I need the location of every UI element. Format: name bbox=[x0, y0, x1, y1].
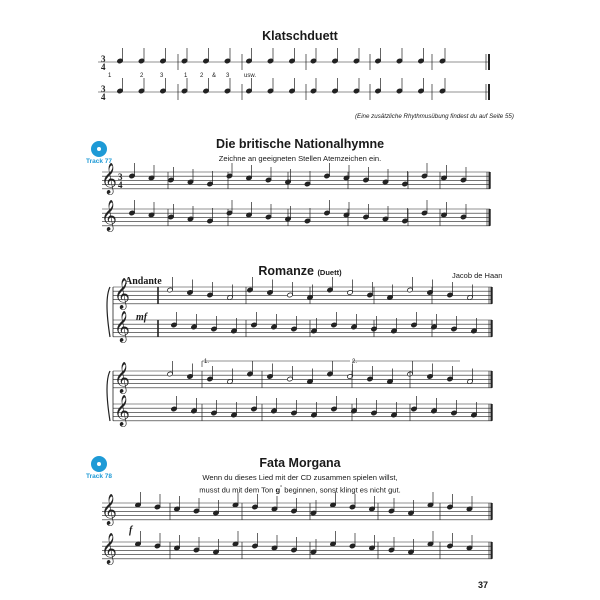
dynamic-f: f bbox=[129, 525, 133, 536]
treble-clef-icon: 𝄞 bbox=[114, 395, 130, 426]
count-4: 1 bbox=[184, 73, 188, 79]
romanze-duett: (Duett) bbox=[317, 268, 342, 277]
track-78-label: Track 78 bbox=[85, 473, 113, 480]
hymne-title: Die britische Nationalhymne bbox=[215, 137, 385, 151]
treble-clef-icon: 𝄞 bbox=[114, 362, 130, 393]
klatsch-time-sig-1-top: 3 bbox=[101, 84, 106, 94]
treble-clef-icon: 𝄞 bbox=[101, 163, 117, 194]
romanze-title bbox=[0, 264, 600, 278]
klatsch-time-sig-0-bottom: 4 bbox=[101, 62, 106, 72]
count-6: 3 bbox=[226, 73, 230, 79]
klatsch-time-sig-0-top: 3 bbox=[101, 54, 106, 64]
volta-2: 2. bbox=[352, 359, 358, 365]
count-3: 3 bbox=[160, 73, 164, 79]
fata-line2: musst du mit dem Ton g° beginnen, sonst klingt es nicht gut. bbox=[199, 485, 401, 495]
final-barline bbox=[491, 371, 493, 388]
treble-clef-icon: 𝄞 bbox=[101, 200, 117, 231]
treble-clef-icon: 𝄞 bbox=[101, 494, 117, 525]
treble-clef-icon: 𝄞 bbox=[101, 533, 117, 564]
fata-line2-post: beginnen, sonst klingt es nicht gut. bbox=[282, 485, 401, 495]
fata-line1: Wenn du dieses Lied mit der CD zusammen spielen willst, bbox=[202, 473, 398, 482]
romanze-title-text: Romanze bbox=[258, 264, 314, 278]
final-barline bbox=[491, 320, 493, 337]
volta-1: 1. bbox=[204, 359, 210, 365]
repeat-bar bbox=[488, 54, 490, 70]
dynamic-mf: mf bbox=[136, 312, 148, 323]
treble-clef-icon: 𝄞 bbox=[114, 278, 130, 309]
count-5: 2 bbox=[200, 73, 204, 79]
final-barline bbox=[491, 542, 493, 559]
count-2: 2 bbox=[140, 73, 144, 79]
hymne-time-sig-top: 3 bbox=[118, 172, 123, 182]
final-barline bbox=[489, 209, 491, 226]
fata-title: Fata Morgana bbox=[259, 456, 341, 470]
usw-label: usw. bbox=[244, 73, 257, 79]
treble-clef-icon: 𝄞 bbox=[114, 311, 130, 342]
hymne-subtitle: Zeichne an geeigneten Stellen Atemzeichen ein. bbox=[218, 154, 382, 163]
repeat-bar bbox=[488, 84, 490, 100]
track-77-label: Track 77 bbox=[85, 158, 113, 165]
brace bbox=[107, 371, 110, 421]
final-barline bbox=[491, 503, 493, 520]
brace bbox=[107, 287, 110, 337]
klatschduett-title: Klatschduett bbox=[262, 29, 338, 43]
count-and: & bbox=[212, 73, 217, 79]
final-barline bbox=[491, 287, 493, 304]
tempo-marking: Andante bbox=[125, 276, 162, 287]
fata-line2-pre: musst du mit dem Ton bbox=[199, 485, 276, 495]
hymne-time-sig-bottom: 4 bbox=[118, 180, 123, 190]
composer: Jacob de Haan bbox=[452, 271, 503, 280]
rhythm-note: (Eine zusätzliche Rhythmusübung findest du auf Seite 55) bbox=[355, 113, 514, 120]
klatsch-time-sig-1-bottom: 4 bbox=[101, 92, 106, 102]
final-barline bbox=[489, 172, 491, 189]
final-barline bbox=[491, 404, 493, 421]
page-number: 37 bbox=[478, 580, 489, 590]
count-1: 1 bbox=[108, 73, 112, 79]
fata-line2-note: g bbox=[275, 485, 281, 495]
